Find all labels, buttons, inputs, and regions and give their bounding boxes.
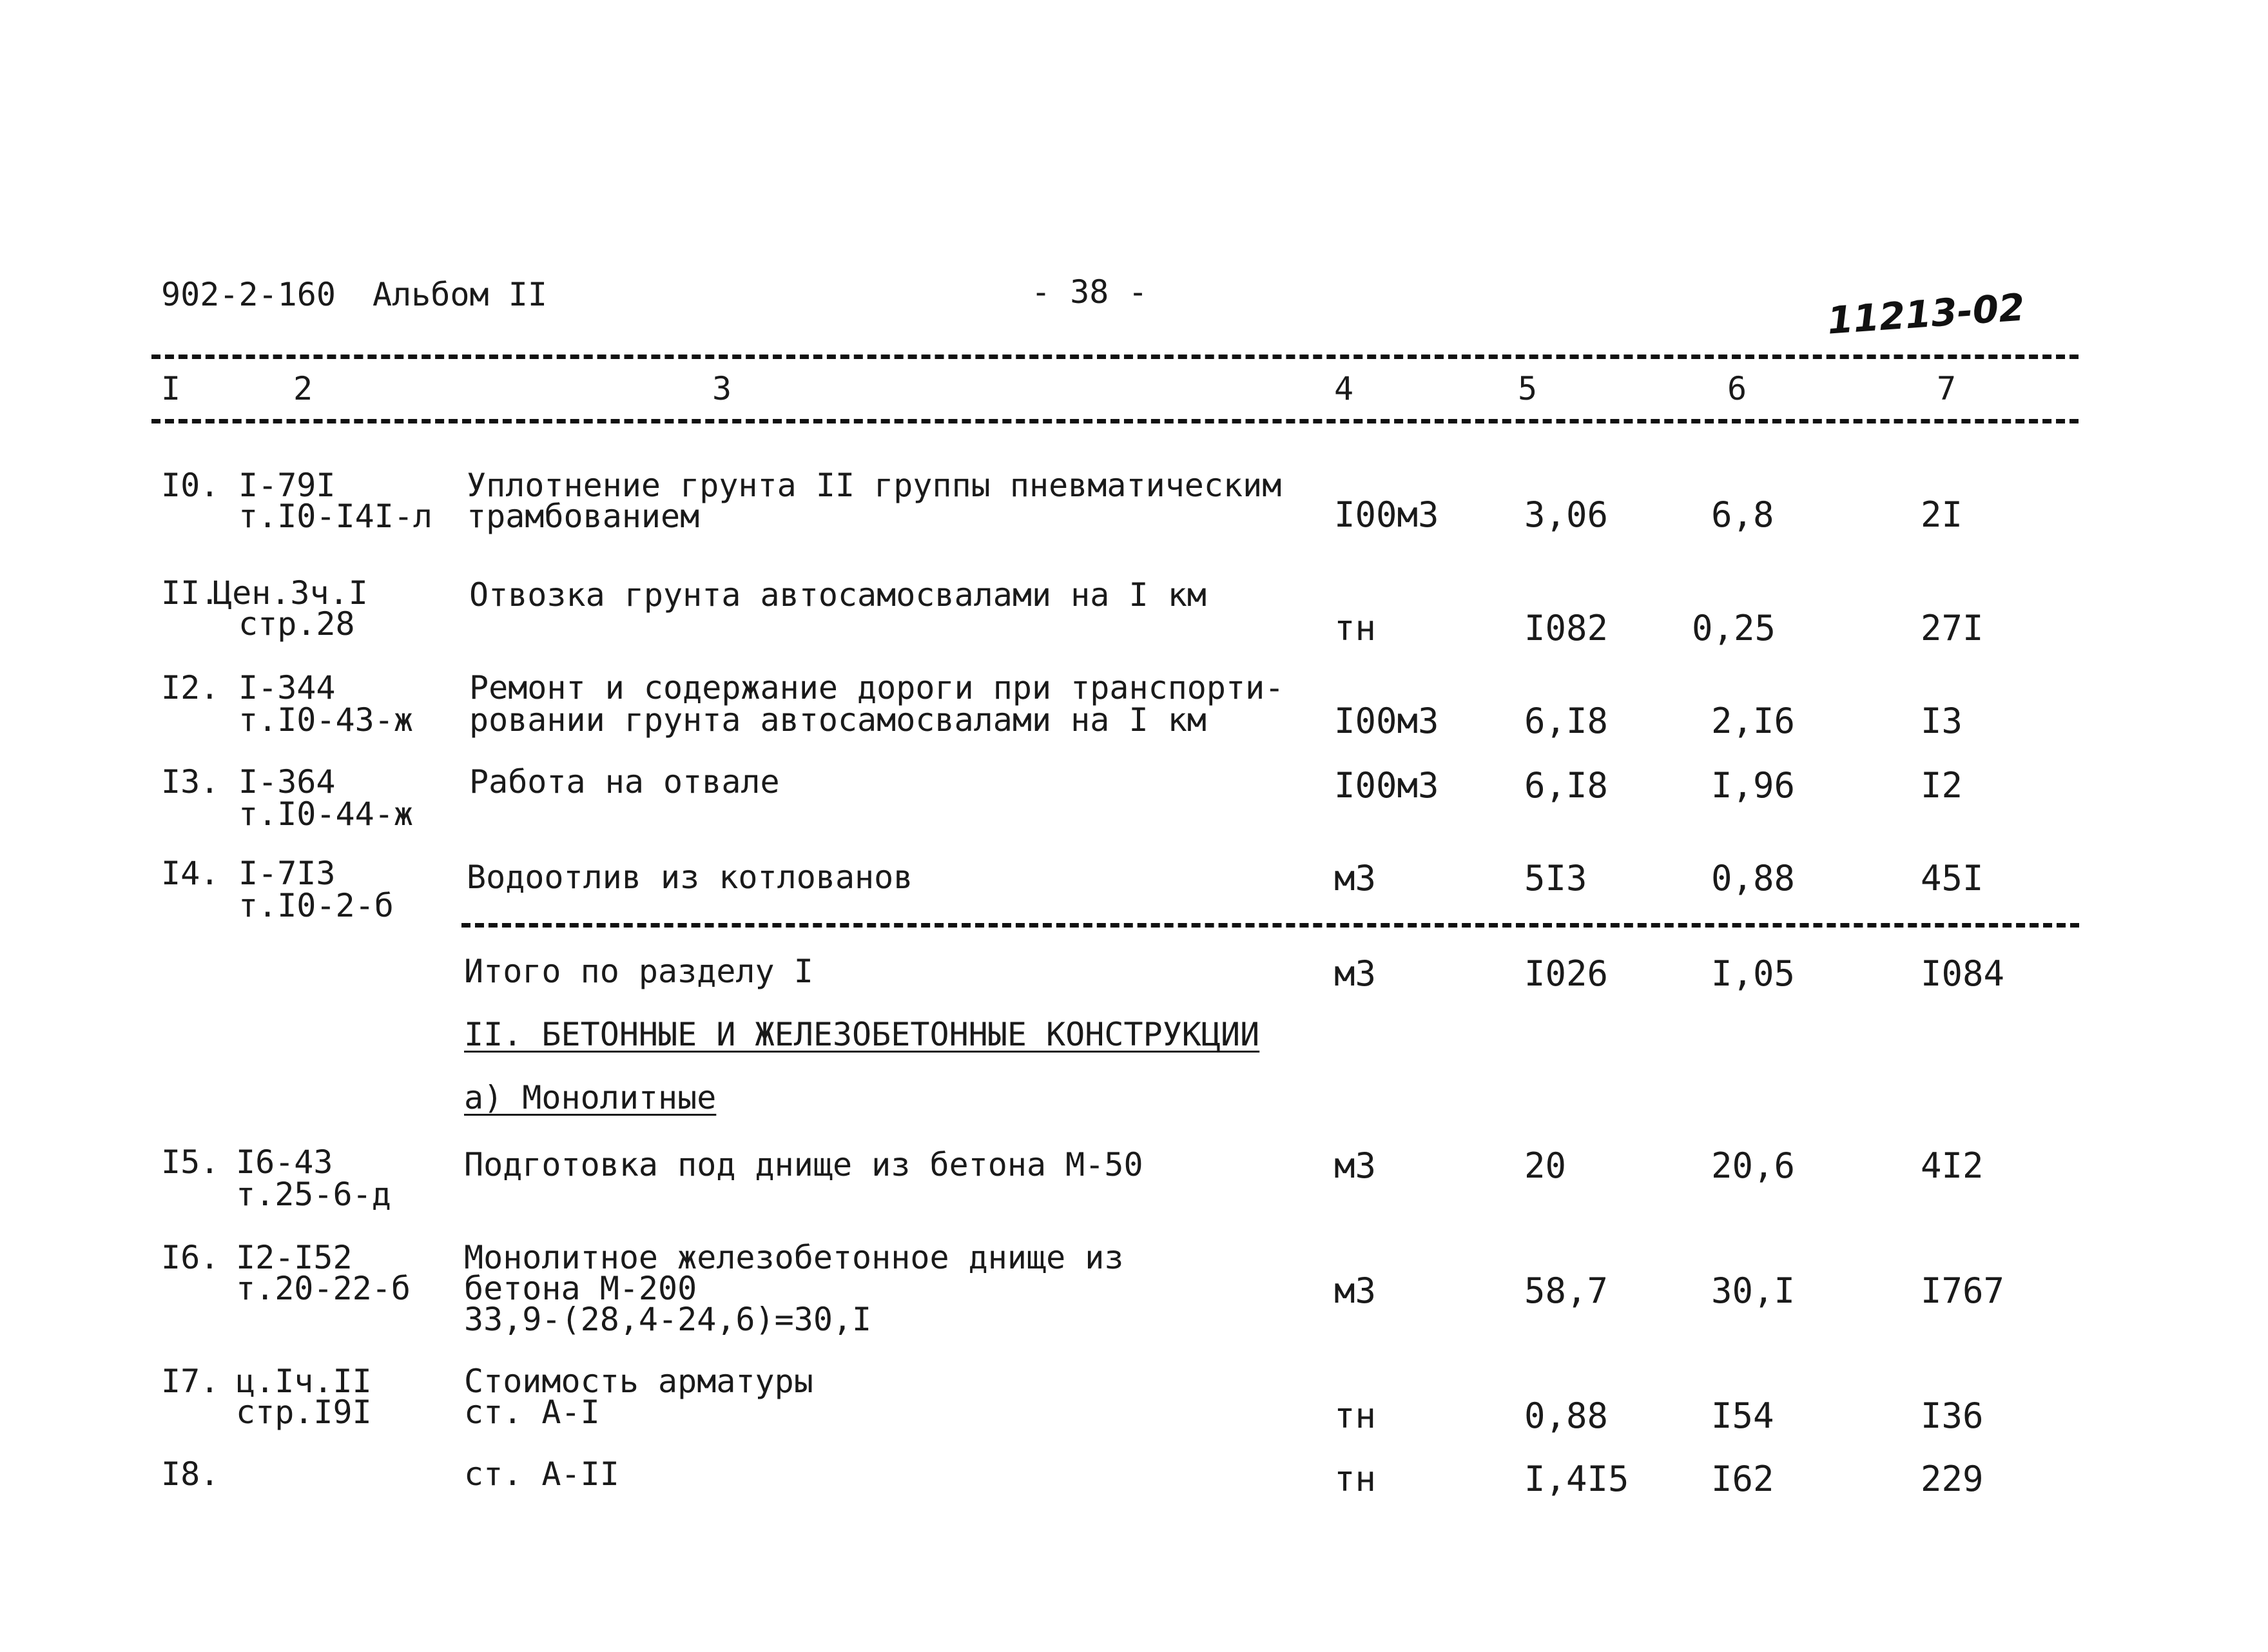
row-unit: м3 [1334, 1145, 1377, 1186]
row-unit: м3 [1334, 1270, 1377, 1311]
row-ref: I-7I3 [238, 855, 336, 892]
col-header-7: 7 [1937, 370, 1957, 407]
row-price: 0,25 [1692, 608, 1776, 648]
row-cost: I767 [1921, 1270, 2005, 1311]
row-number: I0. [161, 467, 220, 504]
row-description: Монолитное железобетонное днище из [464, 1239, 1124, 1276]
row-cost: 45I [1921, 858, 1984, 899]
row-ref: ц.Iч.II [236, 1363, 372, 1400]
row-number: I7. [161, 1363, 220, 1400]
col-header-5: 5 [1518, 370, 1538, 407]
section-subtitle: а) Монолитные [464, 1079, 717, 1116]
col-header-1: I [161, 370, 181, 407]
total-price: I,05 [1711, 953, 1796, 994]
row-price: I54 [1711, 1395, 1774, 1436]
row-description: Работа на отвале [469, 763, 780, 801]
row-quantity: I,4I5 [1524, 1459, 1629, 1499]
section-title: II. БЕТОННЫЕ И ЖЕЛЕЗОБЕТОННЫЕ КОНСТРУКЦИИ [464, 1016, 1260, 1053]
handwritten-stamp: 11213-02 [1826, 285, 2026, 343]
album-label: Альбом II [373, 276, 547, 313]
row-description: трамбованием [467, 498, 700, 535]
row-number: I4. [161, 855, 220, 892]
row-ref: Цен.3ч.I [213, 574, 368, 612]
row-number: II. [161, 574, 220, 612]
row-price: 0,88 [1711, 858, 1796, 899]
row-description: ст. А-I [464, 1394, 600, 1431]
row-unit: тн [1334, 1395, 1377, 1436]
row-quantity: 5I3 [1524, 858, 1587, 899]
row-quantity: 6,I8 [1524, 701, 1609, 741]
row-description: ст. А-II [464, 1455, 619, 1493]
row-number: I5. [161, 1143, 220, 1181]
row-price: 20,6 [1711, 1145, 1796, 1186]
row-cost: 229 [1921, 1459, 1984, 1499]
row-description: Подготовка под днище из бетона М-50 [464, 1146, 1143, 1183]
col-header-4: 4 [1334, 370, 1354, 407]
row-price: I,96 [1711, 765, 1796, 806]
subtotal-rule [461, 923, 2079, 928]
row-ref: I6-43 [236, 1143, 333, 1181]
row-unit: I00м3 [1334, 765, 1439, 806]
row-price: I62 [1711, 1459, 1774, 1499]
row-unit: I00м3 [1334, 701, 1439, 741]
row-description: Уплотнение грунта II группы пневматическим [467, 467, 1282, 504]
row-description: Ремонт и содержание дороги при транспорти- [469, 669, 1284, 706]
row-cost: 2I [1921, 494, 1963, 535]
row-ref: I-79I [238, 467, 336, 504]
header-top-rule [151, 355, 2079, 359]
row-price: 30,I [1711, 1270, 1796, 1311]
col-header-2: 2 [293, 370, 313, 407]
row-price: 6,8 [1711, 494, 1774, 535]
row-cost: 4I2 [1921, 1145, 1984, 1186]
total-quantity: I026 [1524, 953, 1609, 994]
row-ref: т.I0-I4I-л [238, 498, 433, 535]
col-header-6: 6 [1727, 370, 1747, 407]
row-ref: т.20-22-б [236, 1270, 411, 1307]
row-ref: I-344 [238, 669, 336, 706]
row-description: Водоотлив из котлованов [467, 859, 913, 896]
row-unit: тн [1334, 1459, 1377, 1499]
row-number: I6. [161, 1239, 220, 1276]
row-quantity: 3,06 [1524, 494, 1609, 535]
row-price: 2,I6 [1711, 701, 1796, 741]
row-ref: т.I0-43-ж [238, 701, 413, 739]
row-description: Стоимость арматуры [464, 1363, 813, 1400]
row-unit: I00м3 [1334, 494, 1439, 535]
row-quantity: 20 [1524, 1145, 1567, 1186]
row-quantity: I082 [1524, 608, 1609, 648]
row-number: I8. [161, 1455, 220, 1493]
row-number: I3. [161, 763, 220, 801]
row-description: бетона М-200 [464, 1270, 697, 1307]
total-cost: I084 [1921, 953, 2005, 994]
row-ref: т.I0-44-ж [238, 795, 413, 833]
total-unit: м3 [1334, 953, 1377, 994]
page-number: - 38 - [1031, 273, 1148, 311]
row-description: 33,9-(28,4-24,6)=30,I [464, 1301, 872, 1338]
row-description: ровании грунта автосамосвалами на I км [469, 701, 1207, 739]
total-label: Итого по разделу I [464, 953, 813, 990]
row-quantity: 0,88 [1524, 1395, 1609, 1436]
row-cost: 27I [1921, 608, 1984, 648]
row-number: I2. [161, 669, 220, 706]
row-cost: I2 [1921, 765, 1963, 806]
col-header-3: 3 [712, 370, 732, 407]
row-unit: м3 [1334, 858, 1377, 899]
row-ref: I2-I52 [236, 1239, 353, 1276]
row-ref: стр.I9I [236, 1394, 372, 1431]
row-ref: стр.28 [238, 605, 355, 643]
row-quantity: 58,7 [1524, 1270, 1609, 1311]
row-ref: т.I0-2-б [238, 887, 394, 924]
header-bottom-rule [151, 419, 2079, 423]
row-cost: I3 [1921, 701, 1963, 741]
row-ref: т.25-6-д [236, 1176, 391, 1213]
row-unit: тн [1334, 608, 1377, 648]
row-ref: I-364 [238, 763, 336, 801]
row-description: Отвозка грунта автосамосвалами на I км [469, 576, 1207, 614]
row-cost: I36 [1921, 1395, 1984, 1436]
document-code: 902-2-160 [161, 276, 336, 313]
row-quantity: 6,I8 [1524, 765, 1609, 806]
